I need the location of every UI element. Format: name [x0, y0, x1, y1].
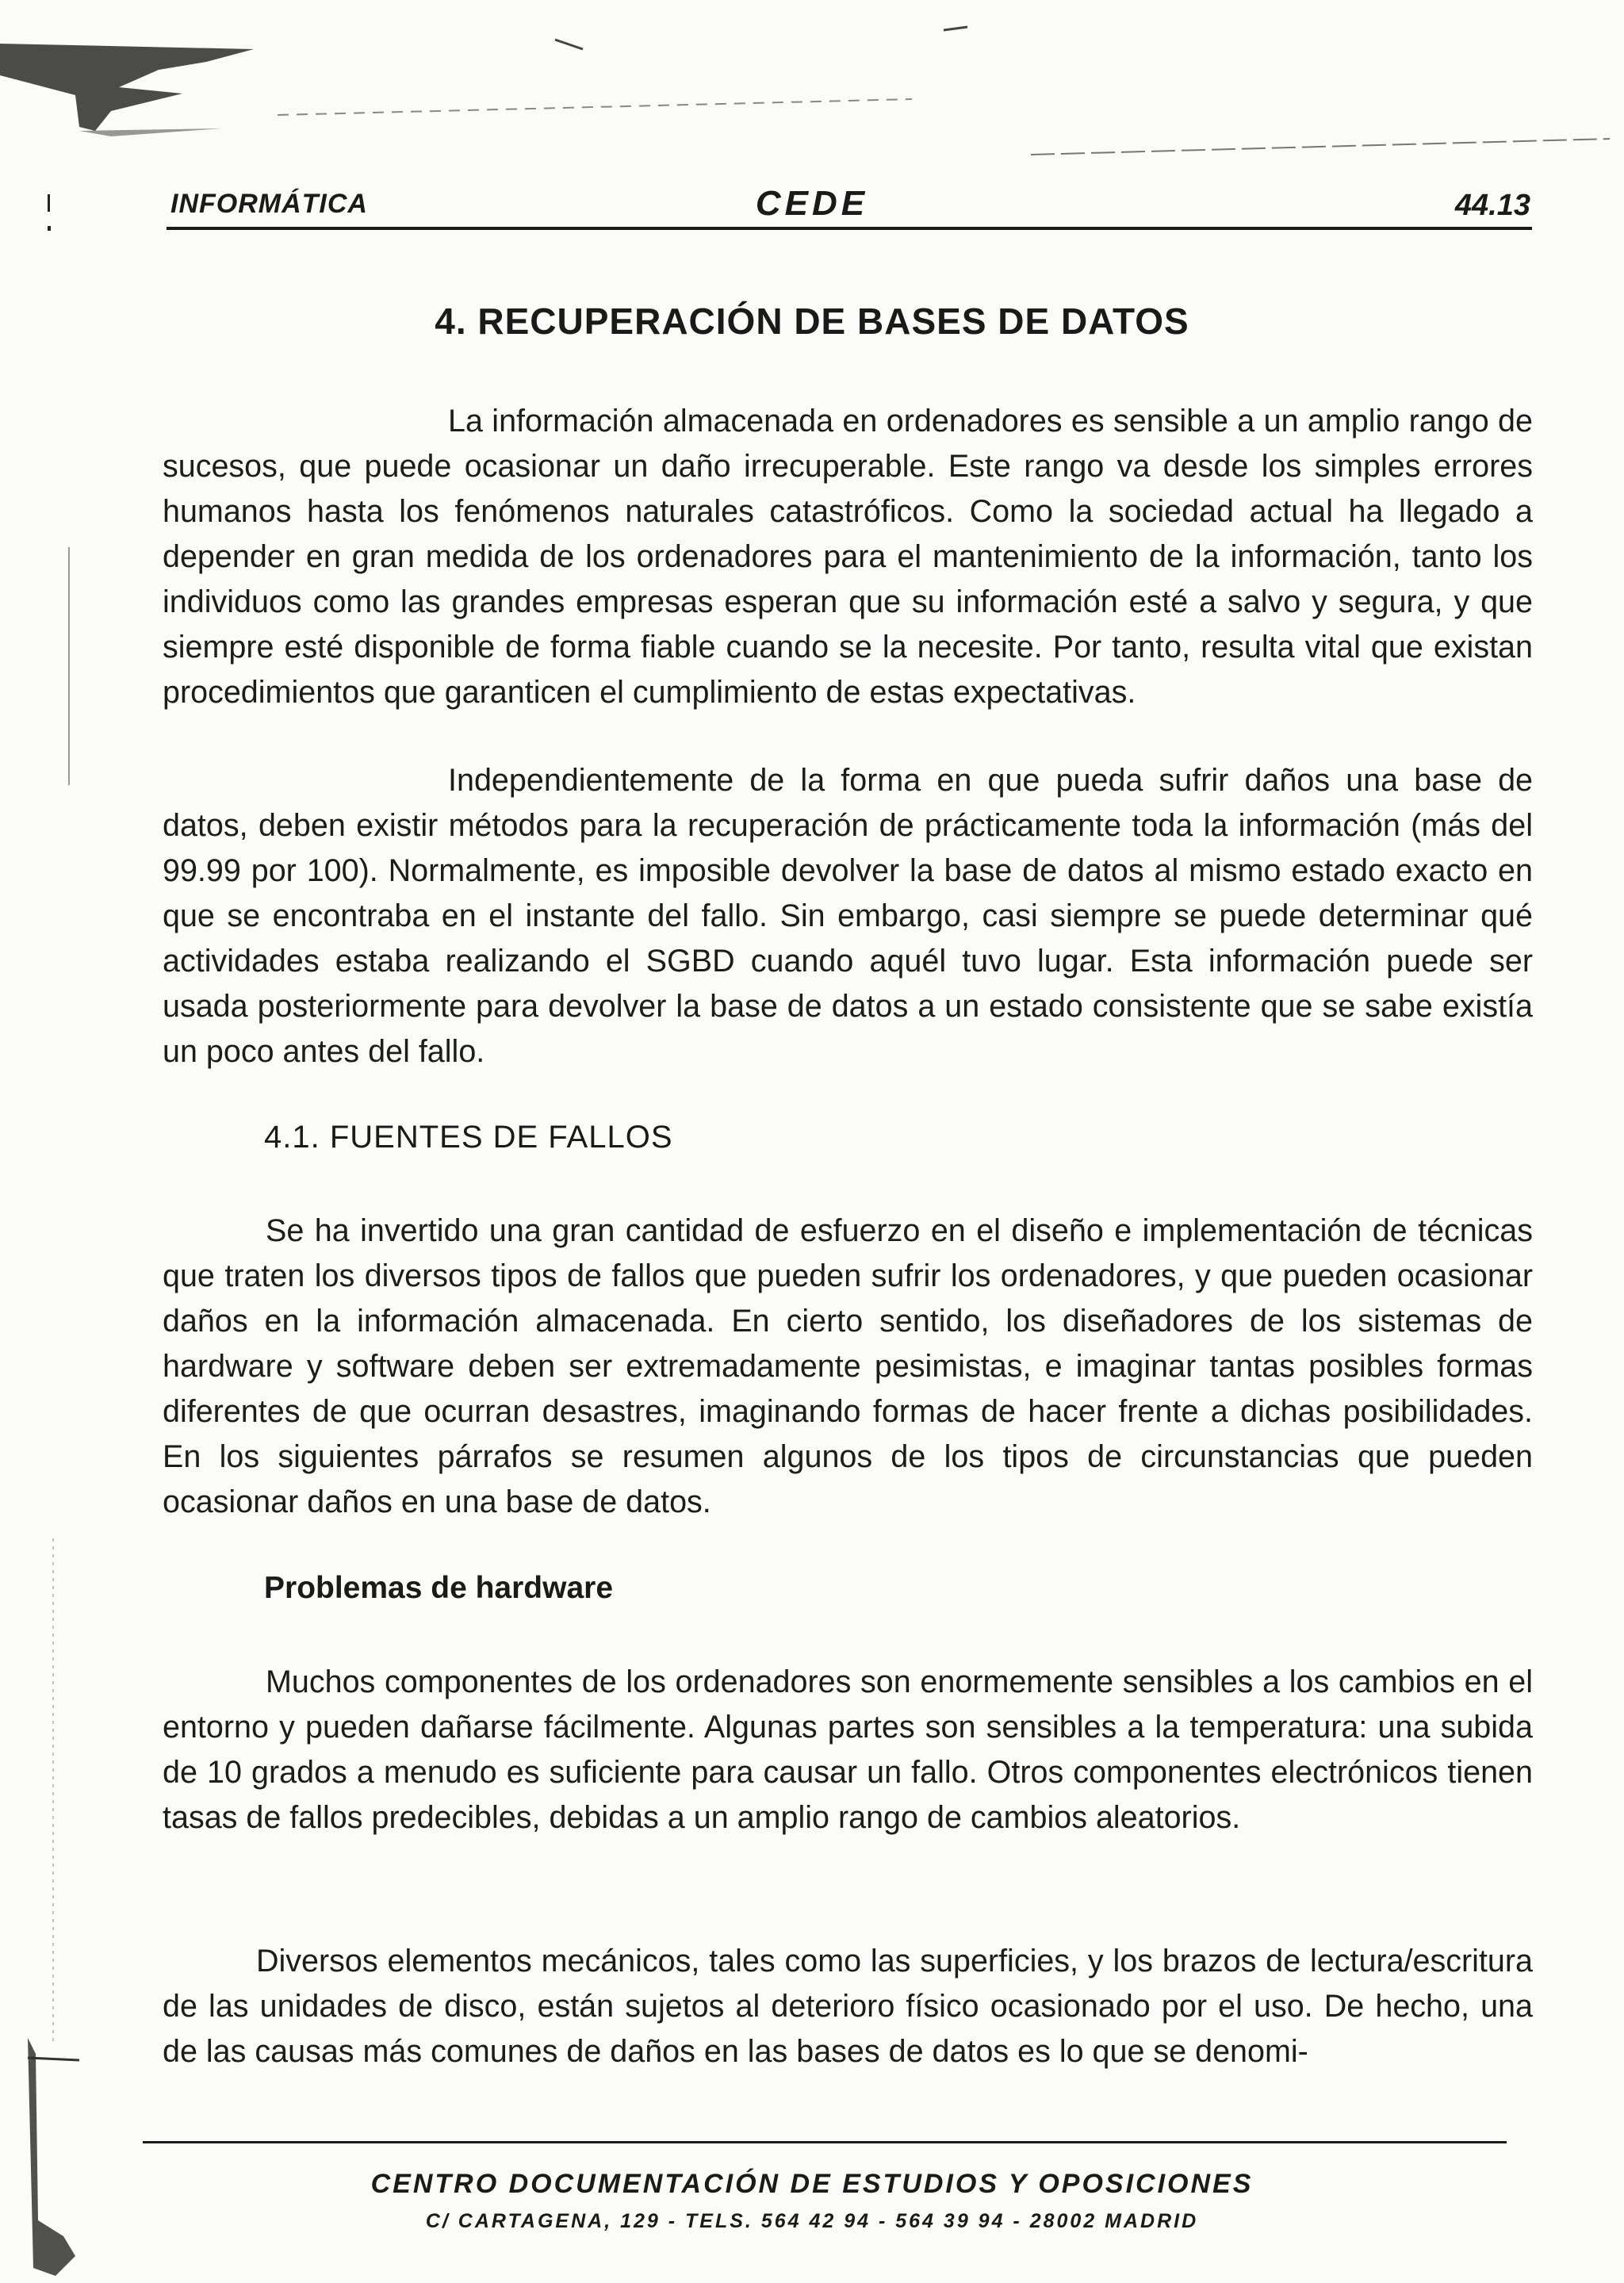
top-right-scan-line [1031, 139, 1610, 155]
paragraph-failure-sources: Se ha invertido una gran cantidad de esfuerzo en el diseño e implementación de técnicas que traten los diversos tipos de fallos que pueden sufrir los ordenadores, y que pueden ocasionar daños en la información almacenada. En cierto sentido, los diseñadores de los sistemas de hardware y software deben ser extremadamente pesimistas, e imaginar tantas posibles formas diferentes de que ocurran desastres, imaginando formas de hacer frente a dichas posibilidades. En los siguientes párrafos se resumen algunos de los tipos de circunstancias que pueden ocasionar daños en una base de datos. [163, 1213, 1533, 1519]
page-number: 44.13 [1454, 189, 1530, 222]
footer-organization: CENTRO DOCUMENTACIÓN DE ESTUDIOS Y OPOSICIONES [370, 2169, 1254, 2199]
margin-dot [48, 226, 51, 231]
paragraph-hardware-components: Muchos componentes de los ordenadores son enormemente sensibles a los cambios en el entorno y pueden dañarse fácilmente. Algunas partes son sensibles a la temperatura: una subida de 10 grados a menudo es suficiente para causar un fallo. Otros componentes electrónicos tienen tasas de fallos predecibles, debidas a un amplio rango de cambios aleatorios. [163, 1664, 1533, 1835]
top-left-scan-smudge [0, 44, 254, 136]
header-subject: INFORMÁTICA [170, 189, 368, 219]
bottom-left-scan-smudge [28, 2038, 79, 2276]
subsection-title: 4.1. FUENTES DE FALLOS [264, 1120, 673, 1155]
header-publisher-logo: CEDE [755, 184, 869, 223]
top-mark-2 [944, 27, 967, 30]
subsubsection-title: Problemas de hardware [264, 1571, 614, 1605]
footer-rule [143, 2141, 1507, 2143]
paragraph-recovery-methods: Independientemente de la forma en que pueda sufrir daños una base de datos, deben existir métodos para la recuperación de prácticamente toda la información (más del 99.99 por 100). Normalmente, es imposible devolver la base de datos al mismo estado exacto en que se encontraba en el instante del fallo. Sin embargo, casi siempre se puede determinar qué actividades estaba realizando el SGBD cuando aquél tuvo lugar. Esta información puede ser usada posteriormente para devolver la base de datos a un estado consistente que se sabe existía un poco antes del fallo. [163, 763, 1533, 1069]
section-title: 4. RECUPERACIÓN DE BASES DE DATOS [435, 301, 1189, 342]
paragraph-intro: La información almacenada en ordenadores es sensible a un amplio rango de sucesos, que puede ocasionar un daño irrecuperable. Este rango va desde los simples errores humanos hasta los fenómenos naturales catastróficos. Como la sociedad actual ha llegado a depender en gran medida de los ordenadores para el mantenimiento de la información, tanto los individuos como las grandes empresas esperan que su información esté a salvo y segura, y que siempre esté disponible de forma fiable cuando se la necesite. Por tanto, resulta vital que existan procedimientos que garanticen el cumplimiento de estas expectativas. [163, 404, 1533, 710]
footer-address: C/ CARTAGENA, 129 - TELS. 564 42 94 - 564 39 94 - 28002 MADRID [425, 2210, 1199, 2232]
top-scan-line [278, 99, 912, 115]
top-mark [555, 40, 583, 49]
header-rule [167, 227, 1532, 230]
paragraph-mechanical-elements: Diversos elementos mecánicos, tales como las superficies, y los brazos de lectura/escritura de las unidades de disco, están sujetos al deterioro físico ocasionado por el uso. De hecho, una de las causas más comunes de daños en las bases de datos es lo que se denomi- [163, 1944, 1533, 2069]
